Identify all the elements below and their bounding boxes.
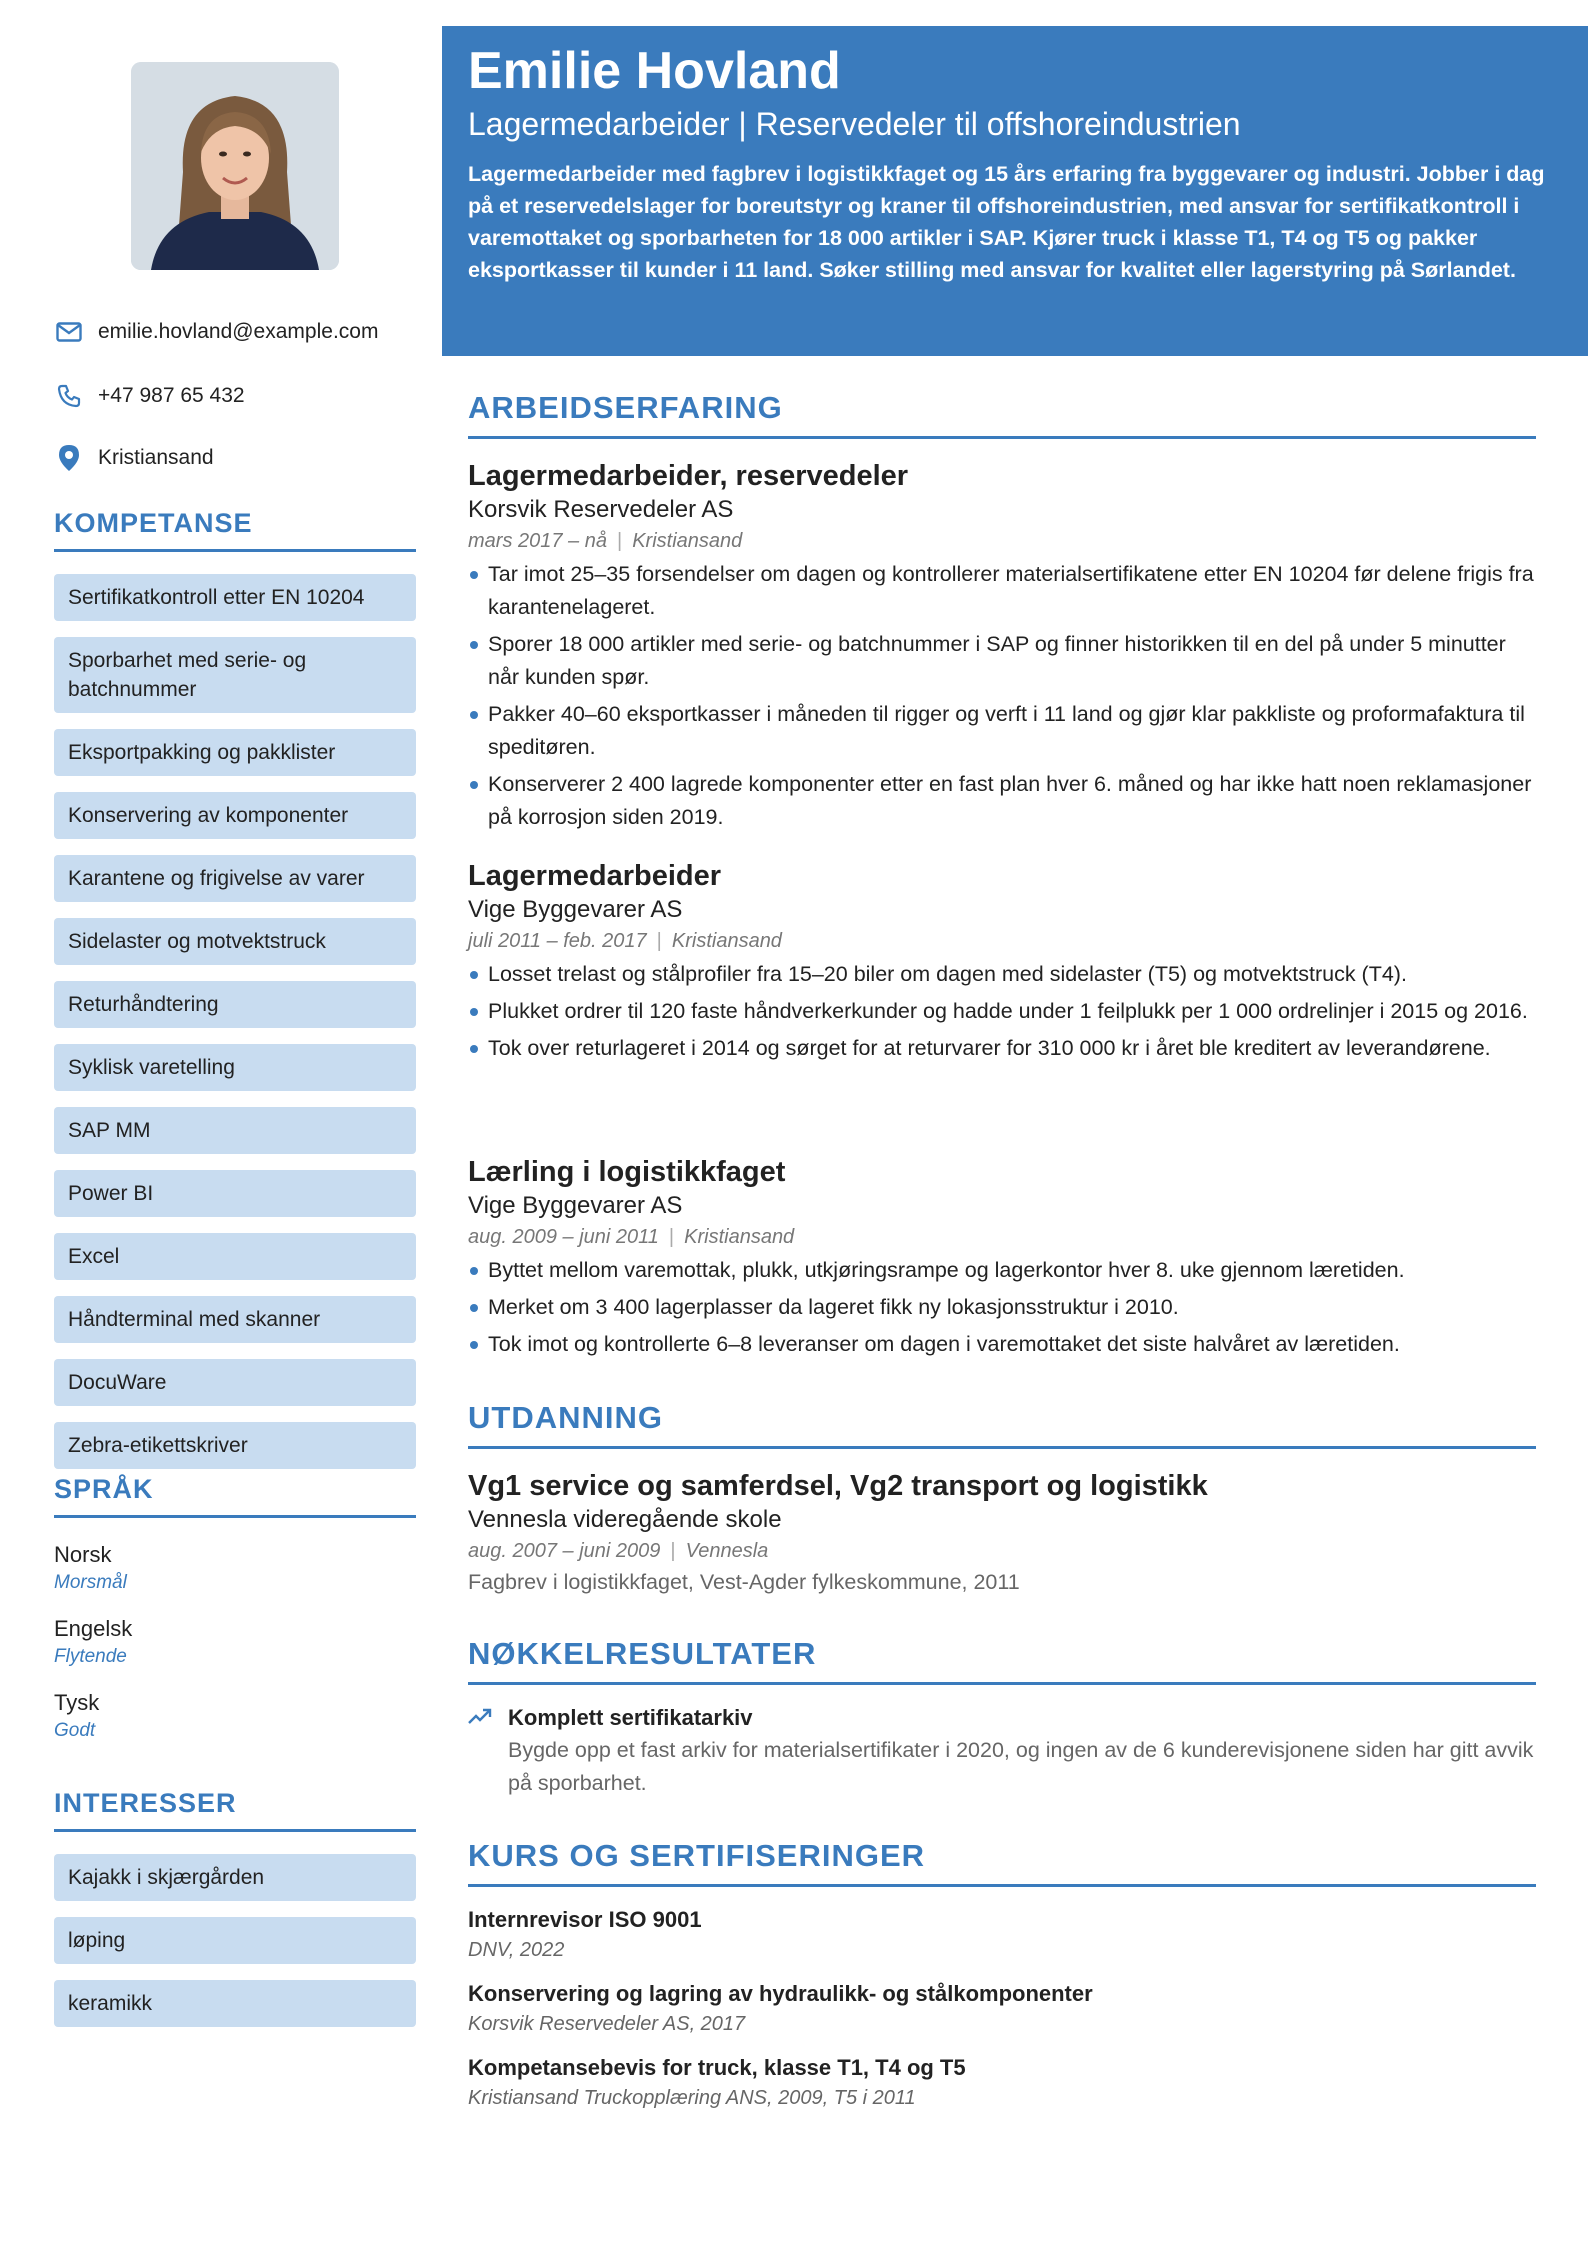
- skill-tag: Karantene og frigivelse av varer: [54, 855, 416, 902]
- course-meta: Korsvik Reservedeler AS, 2017: [468, 2013, 746, 2035]
- education-school: Vennesla videregående skole: [468, 1506, 782, 1533]
- job-bullet: Tok over returlageret i 2014 og sørget for at returvarer for 310 000 kr i året ble kreditert av leverandørene.: [468, 1032, 1536, 1065]
- job-bullet: Plukket ordrer til 120 faste håndverkerkunder og hadde under 1 feilplukk per 1 000 ordrelinjer i 2015 og 2016.: [468, 995, 1536, 1028]
- job-bullet: Pakker 40–60 eksportkasser i måneden til rigger og verft i 11 land og gjør klar pakkliste og proformafaktura til speditøren.: [468, 698, 1536, 764]
- skill-tag: Sidelaster og motvektstruck: [54, 918, 416, 965]
- meta-separator: |: [656, 930, 662, 952]
- language-level: Morsmål: [54, 1572, 127, 1593]
- job-bullets: [468, 558, 1536, 834]
- interest-tag: løping: [54, 1917, 416, 1964]
- language-level: Godt: [54, 1720, 96, 1741]
- courses-list: [468, 1904, 1536, 2126]
- skill-tag: Returhåndtering: [54, 981, 416, 1028]
- job-company: Vige Byggevarer AS: [468, 1192, 683, 1219]
- result-description: Bygde opp et fast arkiv for materialsertifikater i 2020, og ingen av de 6 kunderevisjonene siden har gitt avvik på sporbarhet.: [508, 1738, 1534, 1795]
- job-bullets: [468, 1254, 1536, 1361]
- header-banner: [442, 26, 1588, 356]
- language-level: Flytende: [54, 1646, 127, 1667]
- job-place: Kristiansand: [671, 930, 782, 952]
- skill-tag: Sporbarhet med serie- og batchnummer: [54, 637, 416, 713]
- language-item: [54, 1688, 416, 1744]
- job-entry: [468, 858, 1536, 1069]
- skill-tag: Eksportpakking og pakklister: [54, 729, 416, 776]
- job-entry: [468, 1154, 1536, 1365]
- contact-email[interactable]: [54, 312, 416, 352]
- education-title: Vg1 service og samferdsel, Vg2 transport og logistikk: [468, 1470, 1208, 1502]
- skill-tag: Zebra-etikettskriver: [54, 1422, 416, 1469]
- job-bullet: Merket om 3 400 lagerplasser da lageret fikk ny lokasjonsstruktur i 2010.: [468, 1291, 1536, 1324]
- job-place: Kristiansand: [684, 1226, 795, 1248]
- language-name: Engelsk: [54, 1616, 133, 1641]
- meta-separator: |: [668, 1226, 675, 1248]
- interest-tag: Kajakk i skjærgården: [54, 1854, 416, 1901]
- job-bullet: Sporer 18 000 artikler med serie- og batchnummer i SAP og finner historikken til en del på under 5 minutter når kunden spør.: [468, 628, 1536, 694]
- courses-heading: KURS OG SERTIFISERINGER: [468, 1838, 1536, 1887]
- mail-icon: [54, 317, 84, 347]
- job-period: aug. 2009 – juni 2011: [468, 1226, 659, 1248]
- email-text: emilie.hovland@example.com: [98, 320, 379, 343]
- job-period: mars 2017 – nå: [468, 530, 607, 552]
- phone-icon: [54, 381, 84, 411]
- location-text: Kristiansand: [98, 446, 214, 469]
- interests-list: [54, 1854, 416, 2043]
- course-title: Internrevisor ISO 9001: [468, 1907, 702, 1932]
- job-title: Lagermedarbeider, reservedeler: [468, 460, 909, 492]
- course-title: Konservering og lagring av hydraulikk- og stålkomponenter: [468, 1981, 1093, 2006]
- job-meta: [468, 526, 1536, 556]
- skills-list: [54, 574, 416, 1485]
- job-company: Korsvik Reservedeler AS: [468, 496, 734, 523]
- education-period: aug. 2007 – juni 2009: [468, 1540, 661, 1562]
- results-heading: NØKKELRESULTATER: [468, 1636, 1536, 1685]
- profile-photo: [131, 62, 339, 270]
- language-item: [54, 1614, 416, 1670]
- result-title: Komplett sertifikatarkiv: [508, 1705, 753, 1730]
- experience-heading: ARBEIDSERFARING: [468, 390, 1536, 439]
- interests-heading: INTERESSER: [54, 1788, 416, 1832]
- education-heading: UTDANNING: [468, 1400, 1536, 1449]
- job-period: juli 2011 – feb. 2017: [468, 930, 647, 952]
- profile-summary: Lagermedarbeider med fagbrev i logistikkfaget og 15 års erfaring fra byggevarer og industri. Jobber i dag på et reservedelslager for boreutstyr og kraner til offshoreindustrien, med ansvar for sertifikatkontroll i varemottaket og sporbarheten for 18 000 artikler i SAP. Kjører truck i klasse T1, T4 og T5 og pakker eksportkasser til kunder i 11 land. Søker stilling med ansvar for kvalitet eller lagerstyring på Sørlandet.: [468, 162, 1545, 282]
- candidate-name: Emilie Hovland: [468, 42, 841, 100]
- job-meta: [468, 926, 1536, 956]
- skill-tag: Syklisk varetelling: [54, 1044, 416, 1091]
- skill-tag: Håndterminal med skanner: [54, 1296, 416, 1343]
- skill-tag: DocuWare: [54, 1359, 416, 1406]
- job-bullet: Konserverer 2 400 lagrede komponenter etter en fast plan hver 6. måned og har ikke hatt noen reklamasjoner på korrosjon siden 2019.: [468, 768, 1536, 834]
- job-bullet: Losset trelast og stålprofiler fra 15–20 biler om dagen med sidelaster (T5) og motvektstruck (T4).: [468, 958, 1536, 991]
- language-name: Tysk: [54, 1690, 100, 1715]
- skill-tag: Konservering av komponenter: [54, 792, 416, 839]
- language-item: [54, 1540, 416, 1596]
- course-meta: DNV, 2022: [468, 1939, 565, 1961]
- education-meta: aug. 2007 – juni 2009 | Vennesla: [468, 1540, 769, 1562]
- skill-tag: Power BI: [54, 1170, 416, 1217]
- candidate-role: Lagermedarbeider | Reservedeler til offshoreindustrien: [468, 106, 1241, 142]
- course-meta: Kristiansand Truckopplæring ANS, 2009, T5 i 2011: [468, 2087, 916, 2109]
- job-company: Vige Byggevarer AS: [468, 896, 683, 923]
- trending-up-icon: [468, 1702, 508, 1731]
- job-meta: [468, 1222, 1536, 1252]
- job-bullets: [468, 958, 1536, 1065]
- contact-phone[interactable]: [54, 376, 416, 416]
- skill-tag: Excel: [54, 1233, 416, 1280]
- phone-text: +47 987 65 432: [98, 384, 245, 407]
- languages-heading: SPRÅK: [54, 1474, 416, 1518]
- education-entry: [468, 1468, 1536, 1598]
- languages-list: [54, 1540, 416, 1762]
- skill-tag: Sertifikatkontroll etter EN 10204: [54, 574, 416, 621]
- job-place: Kristiansand: [632, 530, 743, 552]
- location-pin-icon: [54, 443, 84, 473]
- job-entry: [468, 458, 1536, 838]
- language-name: Norsk: [54, 1542, 112, 1567]
- job-bullet: Tar imot 25–35 forsendelser om dagen og kontrollerer materialsertifikatene etter EN 10204 før delene frigis fra karantenelageret.: [468, 558, 1536, 624]
- skills-heading: KOMPETANSE: [54, 508, 416, 552]
- job-title: Lagermedarbeider: [468, 860, 722, 892]
- education-place: Vennesla: [685, 1540, 769, 1562]
- job-bullet: Tok imot og kontrollerte 6–8 leveranser om dagen i varemottaket det siste halvåret av læretiden.: [468, 1328, 1536, 1361]
- skill-tag: SAP MM: [54, 1107, 416, 1154]
- interest-tag: keramikk: [54, 1980, 416, 2027]
- job-title: Lærling i logistikkfaget: [468, 1156, 786, 1188]
- result-entry: [468, 1702, 1536, 1800]
- job-bullet: Byttet mellom varemottak, plukk, utkjøringsrampe og lagerkontor hver 8. uke gjennom læretiden.: [468, 1254, 1536, 1287]
- education-note: Fagbrev i logistikkfaget, Vest-Agder fylkeskommune, 2011: [468, 1570, 1020, 1594]
- contact-location: [54, 438, 416, 478]
- meta-separator: |: [616, 530, 623, 552]
- course-title: Kompetansebevis for truck, klasse T1, T4 og T5: [468, 2055, 966, 2080]
